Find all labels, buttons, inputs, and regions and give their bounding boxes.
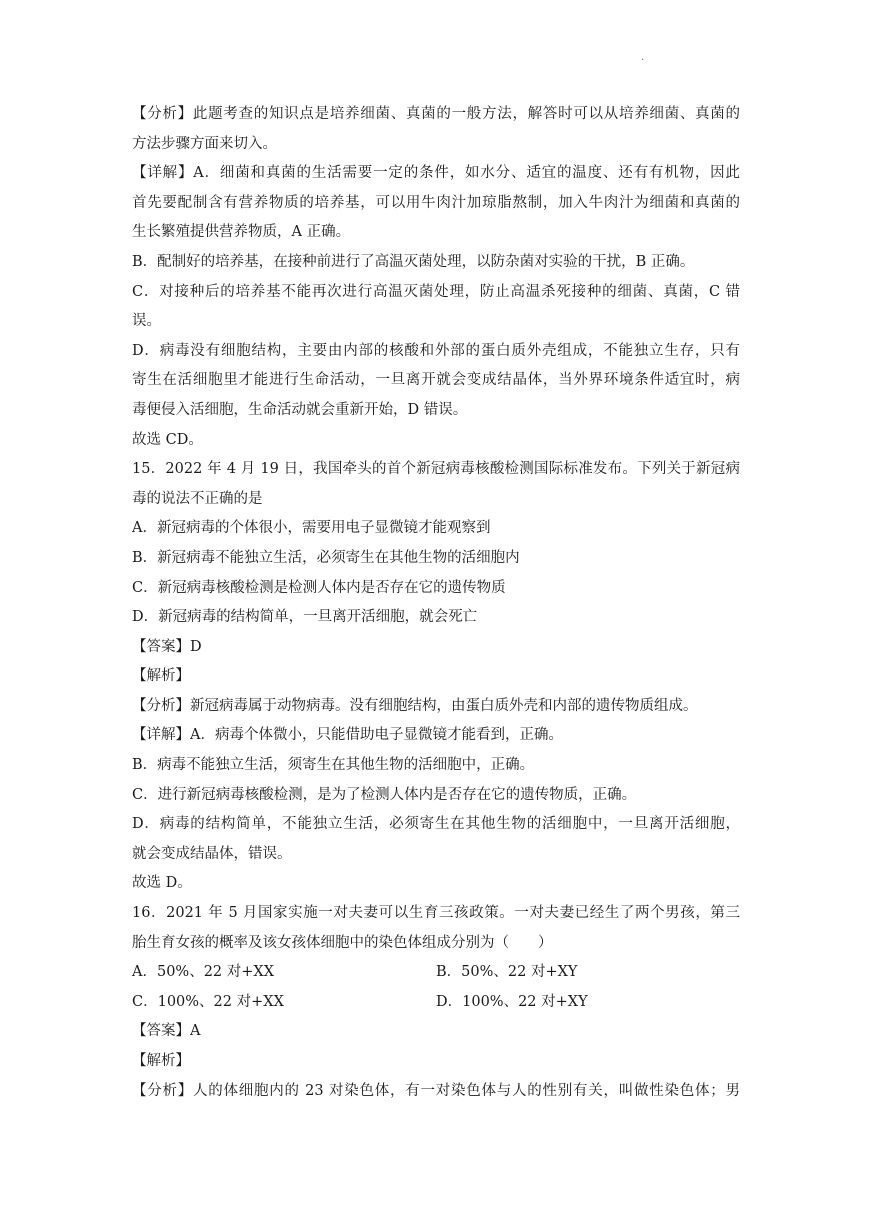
- q15-answer: 【答案】D: [132, 638, 202, 655]
- q15-option-d: D．新冠病毒的结构简单，一旦离开活细胞，就会死亡: [132, 609, 478, 626]
- q15-detail-d-line: D．病毒的结构简单，不能独立生活，必须寄生在其他生物的活细胞中，一旦离开活细胞，: [132, 816, 740, 833]
- q16-analysis: 【分析】人的体细胞内的 23 对染色体，有一对染色体与人的性别有关，叫做性染色体；男: [132, 1082, 740, 1099]
- document-body: [132, 100, 740, 1106]
- q14-analysis-line: 方法步骤方面来切入。: [132, 135, 277, 152]
- q16-option-a: A．50%、22 对+XX: [132, 964, 275, 981]
- q14-detail-d-line: 毒便侵入活细胞，生命活动就会重新开始，D 错误。: [132, 401, 468, 418]
- q14-analysis-line: 【分析】此题考查的知识点是培养细菌、真菌的一般方法，解答时可以从培养细菌、真菌的: [132, 106, 740, 122]
- q14-conclusion: 故选 CD。: [132, 431, 203, 448]
- q16-options-row: [132, 988, 740, 1018]
- q14-detail-c-line: 误。: [132, 313, 161, 330]
- q15-stem-line: 毒的说法不正确的是: [132, 490, 263, 507]
- q15-option-a: A．新冠病毒的个体很小，需要用电子显微镜才能观察到: [132, 520, 491, 537]
- q14-detail-d-line: D．病毒没有细胞结构，主要由内部的核酸和外部的蛋白质外壳组成，不能独立生存，只有: [132, 342, 740, 359]
- header-mark: .: [641, 52, 645, 63]
- q15-conclusion: 故选 D。: [132, 875, 192, 892]
- q15-analysis: 【分析】新冠病毒属于动物病毒。没有细胞结构，由蛋白质外壳和内部的遗传物质组成。: [132, 697, 698, 714]
- q15-option-c: C．新冠病毒核酸检测是检测人体内是否存在它的遗传物质: [132, 579, 506, 596]
- q14-detail-b: B．配制好的培养基，在接种前进行了高温灭菌处理，以防杂菌对实验的干扰，B 正确。: [132, 253, 695, 270]
- q16-option-d: D．100%、22 对+XY: [436, 993, 588, 1010]
- q15-detail-c: C．进行新冠病毒核酸检测，是为了检测人体内是否存在它的遗传物质，正确。: [132, 786, 637, 803]
- q15-detail-d-line: 就会变成结晶体，错误。: [132, 845, 292, 862]
- q15-jiexi-heading: 【解析】: [132, 668, 190, 685]
- q16-options-row: [132, 958, 740, 988]
- q14-detail-d-line: 寄生在活细胞里才能进行生命活动，一旦离开就会变成结晶体，当外界环境条件适宜时，病: [132, 372, 740, 389]
- q15-option-b: B．新冠病毒不能独立生活，必须寄生在其他生物的活细胞内: [132, 549, 520, 566]
- q16-stem-line: 16．2021 年 5 月国家实施一对夫妻可以生育三孩政策。一对夫妻已经生了两个男孩，第三: [132, 905, 740, 922]
- q16-option-b: B．50%、22 对+XY: [436, 964, 578, 981]
- q15-detail-b: B．病毒不能独立生活，须寄生在其他生物的活细胞中，正确。: [132, 757, 535, 774]
- q16-jiexi-heading: 【解析】: [132, 1053, 190, 1069]
- q15-stem-line: 15．2022 年 4 月 19 日，我国牵头的首个新冠病毒核酸检测国际标准发布。下列关于新冠病: [132, 461, 740, 478]
- q16-answer: 【答案】A: [132, 1023, 201, 1040]
- q14-detail-a-line: 【详解】A．细菌和真菌的生活需要一定的条件，如水分、适宜的温度、还有有机物，因此: [132, 165, 740, 182]
- q16-stem-line: 胎生育女孩的概率及该女孩体细胞中的染色体组成分别为（ ）: [132, 934, 553, 951]
- q14-detail-c-line: C．对接种后的培养基不能再次进行高温灭菌处理，防止高温杀死接种的细菌、真菌，C 错: [132, 283, 740, 300]
- q14-detail-a-line: 生长繁殖提供营养物质，A 正确。: [132, 224, 351, 241]
- q16-option-c: C．100%、22 对+XX: [132, 993, 284, 1010]
- q14-detail-a-line: 首先要配制含有营养物质的培养基，可以用牛肉汁加琼脂熬制，加入牛肉汁为细菌和真菌的: [132, 194, 740, 211]
- q15-detail-a: 【详解】A．病毒个体微小，只能借助电子显微镜才能看到，正确。: [132, 727, 563, 744]
